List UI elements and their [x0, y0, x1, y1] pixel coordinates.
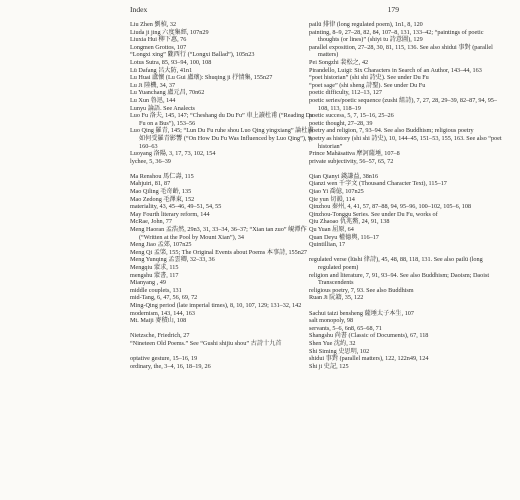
- index-entry: Mengqiu 蒙求, 115: [130, 264, 179, 271]
- index-entry: Quan Deyu 權德輿, 116–17: [309, 233, 379, 241]
- index-entry: Shangshu 尚書 (Classic of Documents), 67, 118: [309, 332, 429, 340]
- header-section-title: Index: [130, 5, 148, 14]
- index-entry: “Longxi xing” 隴西行 (“Longxi Ballad”), 105n23: [130, 51, 255, 59]
- index-entry: Qiao Yi 喬億, 107n25: [309, 188, 364, 196]
- index-entry: Liuxia Hui 柳下惠, 76: [130, 36, 187, 44]
- index-entry: regulated verse (lüshi 律詩), 45, 48, 88, 118, 131. See also pailü (long regulated poem): [309, 256, 483, 271]
- index-entry: Ruan Ji 阮籍, 35, 122: [309, 294, 364, 302]
- index-entry: materiality, 43, 45–46, 49–51, 54, 55: [130, 203, 222, 211]
- index-entry: Lu Huai 盧懷 (Lu Gui 盧瓌): Shuqing ji 抒情集, 155n27: [130, 74, 273, 82]
- index-entry: servants, 5–6, 6n8, 65–68, 71: [309, 324, 382, 332]
- index-entry: Quintillian, 17: [309, 241, 346, 249]
- index-entry: pailü 排律 (long regulated poem), 1n1, 8, 120: [309, 21, 423, 28]
- index-entry: Shi ji 史記, 125: [309, 362, 349, 370]
- index-entry: Mao Qiling 毛奇齡, 135: [130, 188, 192, 196]
- letter-group-gap: [130, 348, 318, 356]
- index-entry: Meng Haoran 孟浩然, 29n3, 31, 33–34, 36–37; “Xian tan zuo” 峴潭作 (“Written at the Pool by Mount Xian”), 34: [130, 226, 307, 241]
- index-entry: Qinzhou-Tonggu Series. See under Du Fu, works of: [309, 210, 438, 218]
- index-entry: Sachui taizi bensheng 薩埵太子本生, 107: [309, 309, 414, 317]
- letter-group-gap: [130, 165, 318, 173]
- index-entry: religious poetry, 7, 93. See also Buddhism: [309, 286, 414, 294]
- index-entry: Liu Zhen 劉楨, 32: [130, 21, 177, 28]
- index-entry: modernism, 143, 144, 163: [130, 309, 195, 317]
- index-entry: Luo Qing 羅青, 145; “Lun Du Fu ruhe shou Luo Qing yingxiang” 論杜甫如何受羅青影響 (“On How Du Fu Was Influenced by Luo Qing”), 9, 160–63: [130, 127, 314, 150]
- index-entry: mengshu 蒙書, 117: [130, 271, 179, 279]
- index-entry: Qinzhou 秦州, 4, 41, 57, 87–88, 94, 95–96, 100–102, 105–6, 108: [309, 203, 472, 211]
- index-entry: Qian Qianyi 錢謙益, 38n16: [309, 172, 379, 180]
- index-entry: Qie yun 切韻, 114: [309, 195, 355, 203]
- index-entry: Mao Zedong 毛澤東, 152: [130, 195, 195, 203]
- index-entry: “Nineteen Old Poems.” See “Gushi shijiu shou” 古詩十九首: [130, 339, 282, 347]
- index-entry: Ma Renshou 馬仁壽, 115: [130, 172, 194, 180]
- letter-group-gap: [309, 302, 504, 310]
- index-entry: lychee, 5, 36–39: [130, 157, 171, 165]
- page-number: 179: [387, 5, 399, 14]
- index-entry: May Fourth literary reform, 144: [130, 210, 210, 218]
- index-entry: Prince Mahāsattva 摩訶薩埵, 107–8: [309, 150, 400, 158]
- index-entry: painting, 8–9, 27–28, 82, 84, 107–8, 131, 133–42; “paintings of poetic thoughts (or lines)” (shiyi tu 詩意圖), 129: [309, 28, 484, 44]
- index-entry: Qianzi wen 千字文 (Thousand Character Text), 115–17: [309, 180, 447, 188]
- index-entry: Mt. Maiji 麥積山, 108: [130, 317, 187, 325]
- index-entry: Longmen Grottos, 107: [130, 43, 187, 51]
- index-entry: poetry and religion, 7, 93–94. See also Buddhism; religious poetry: [309, 127, 474, 135]
- index-entry: Luoyang 洛陽, 3, 17, 73, 102, 154: [130, 150, 216, 158]
- index-entry: “poet sage” (shi sheng 詩聖). See under Du Fu: [309, 81, 426, 89]
- index-entry: Lu Yuanchang 盧元昌, 70n62: [130, 89, 205, 97]
- letter-group-gap: [130, 325, 318, 333]
- index-entry: optative gesture, 15–16, 19: [130, 355, 198, 363]
- index-entry: poetic thought, 27–28, 39: [309, 119, 373, 127]
- index-entry: salt monopoly, 98: [309, 317, 354, 325]
- index-entry: ordinary, the, 3–4, 16, 18–19, 26: [130, 362, 211, 370]
- index-entry: Shi Siming 史思明, 102: [309, 347, 370, 355]
- index-entry: shidui 事對 (parallel matters), 122, 122n49, 124: [309, 355, 429, 363]
- index-entry: Pirandello, Luigi: Six Characters in Search of an Author, 143–44, 163: [309, 66, 482, 74]
- index-entry: Shen Yue 沈約, 32: [309, 339, 356, 347]
- index-entry: poetic series/poetic sequence (zushi 組詩), 7, 27, 28, 29–39, 82–87, 94, 95–108, 113, 118–19: [309, 96, 497, 112]
- index-entry: Lunyu 論語. See Analects: [130, 104, 195, 112]
- index-entry: Qu Yuan 屈原, 64: [309, 226, 354, 234]
- letter-group-gap: [309, 165, 504, 173]
- index-entry: poetry as history (shi shi 詩史), 10, 144–45, 151–53, 155, 163. See also “poet historian”: [309, 134, 502, 150]
- running-header: [130, 4, 399, 16]
- index-entry: Qiu Zhaoao 仇兆鰲, 24, 91, 138: [309, 218, 390, 226]
- index-entry: middle couplets, 131: [130, 286, 182, 294]
- index-entry: Lu Xun 魯迅, 144: [130, 96, 176, 104]
- index-entry: Pei Songzhi 裴松之, 42: [309, 58, 369, 66]
- index-entry: “poet historian” (shi shi 詩史). See under Du Fu: [309, 74, 429, 82]
- index-entry: Mahjuiri, 81, 87: [130, 180, 171, 188]
- index-entry: Nietzsche, Friedrich, 27: [130, 332, 190, 340]
- index-entry: Mianyang , 49: [130, 279, 166, 287]
- index-entry: poetic difficulty, 112–13, 127: [309, 89, 382, 97]
- index-entry: parallel exposition, 27–28, 30, 81, 115, 136. See also shidui 事對 (parallel matters): [309, 43, 493, 59]
- index-entry: Lotus Sutra, 85, 93–94, 100, 108: [130, 58, 212, 66]
- index-entry: McRae, John, 77: [130, 218, 172, 226]
- index-entry: Meng Yunqing 孟雲卿, 32–33, 36: [130, 256, 215, 264]
- index-entry: poetic success, 5, 7, 15–16, 25–26: [309, 112, 394, 120]
- index-entry: Ming-Qing period (late imperial times), 8, 10, 107, 129; 131–32, 142: [130, 301, 302, 309]
- index-entry: private subjectivity, 56–57, 65, 72: [309, 157, 394, 165]
- index-entry: Lu Ji 陸機, 34, 37: [130, 81, 176, 89]
- index-column-left: [130, 21, 318, 370]
- index-entry: Meng Jiao 孟郊, 107n25: [130, 241, 192, 249]
- index-entry: Liuda ji jing 六度集經, 107n29: [130, 28, 209, 36]
- index-column-right: [309, 21, 504, 370]
- index-entry: Meng Qi 孟棨, 155; The Original Events about Poems 本事詩, 155n27: [130, 248, 308, 256]
- index-entry: Luo Fu 洛夫, 145, 147; “Cheshang du Du Fu” 車上讀杜甫 (“Reading Du Fu on a Bus”), 153–56: [130, 112, 314, 127]
- index-entry: Lü Dafang 呂大防, 41n1: [130, 66, 193, 74]
- index-entry: mid-Tang, 6, 47, 56, 69, 72: [130, 294, 198, 302]
- index-entry: religion and literature, 7, 91, 93–94. See also Buddhism; Daoism; Daoist Transcendents: [309, 271, 490, 287]
